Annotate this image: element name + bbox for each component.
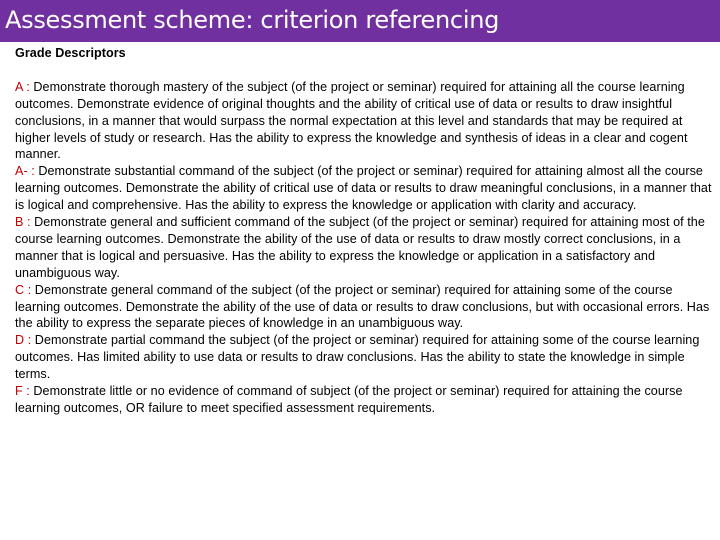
descriptor-text-a-minus: Demonstrate substantial command of the subject (of the project or seminar) required for attaining almost all the course learning outcomes. Demonstrate the ability of critical use of data or results to draw meaningful conclusions, in a manner that is logical and comprehensive. Has the ability to express the knowledge or application with clarity and accuracy. — [15, 164, 712, 213]
grade-label-f: F : — [15, 384, 34, 399]
title-bar — [0, 0, 720, 42]
descriptor-text-d: Demonstrate partial command the subject (of the project or seminar) required for attaining some of the course learning outcomes. Has limited ability to use data or results to draw conclusions. Has the ability to state the knowledge in simple terms. — [15, 333, 700, 382]
slide-title: Assessment scheme: criterion referencing — [5, 6, 500, 34]
grade-label-a-minus: A- : — [15, 164, 39, 179]
grade-label-d: D : — [15, 333, 35, 348]
descriptor-c — [15, 282, 715, 333]
grade-label-b: B : — [15, 215, 35, 230]
grade-label-a: A : — [15, 79, 34, 94]
descriptor-b — [15, 214, 715, 282]
descriptor-text-a: Demonstrate thorough mastery of the subject (of the project or seminar) required for attaining all the course learning outcomes. Demonstrate evidence of original thoughts and the ability of critical use of data or results to draw insightful conclusions, in a manner that would surpass the normal expectation at this level and standards that may be required at higher levels of study or research. Has the ability to express the knowledge and synthesis of ideas in a clear and cogent manner. — [15, 79, 688, 162]
descriptor-d — [15, 332, 715, 383]
grade-descriptors-heading: Grade Descriptors — [15, 46, 126, 60]
grade-descriptors-section — [15, 45, 715, 417]
descriptor-text-f: Demonstrate little or no evidence of command of subject (of the project or seminar) required for attaining the course learning outcomes, OR failure to meet specified assessment requirements. — [15, 384, 683, 416]
descriptor-a — [15, 79, 715, 164]
descriptor-text-c: Demonstrate general command of the subject (of the project or seminar) required for attaining some of the course learning outcomes. Demonstrate the ability of the use of data or results to draw conclusions, but with occasional errors. Has the ability to express the separate pieces of knowledge in an unambiguous way. — [15, 282, 710, 331]
descriptor-f — [15, 383, 715, 417]
descriptor-a-minus — [15, 163, 715, 214]
grade-label-c: C : — [15, 282, 35, 297]
descriptor-text-b: Demonstrate general and sufficient command of the subject (of the project or seminar) required for attaining most of the course learning outcomes. Demonstrate the ability of the use of data or results to draw mostly correct conclusions, in a manner that is logical and persuasive. Has the ability to express the knowledge or application in a satisfactory and unambiguous way. — [15, 215, 705, 280]
